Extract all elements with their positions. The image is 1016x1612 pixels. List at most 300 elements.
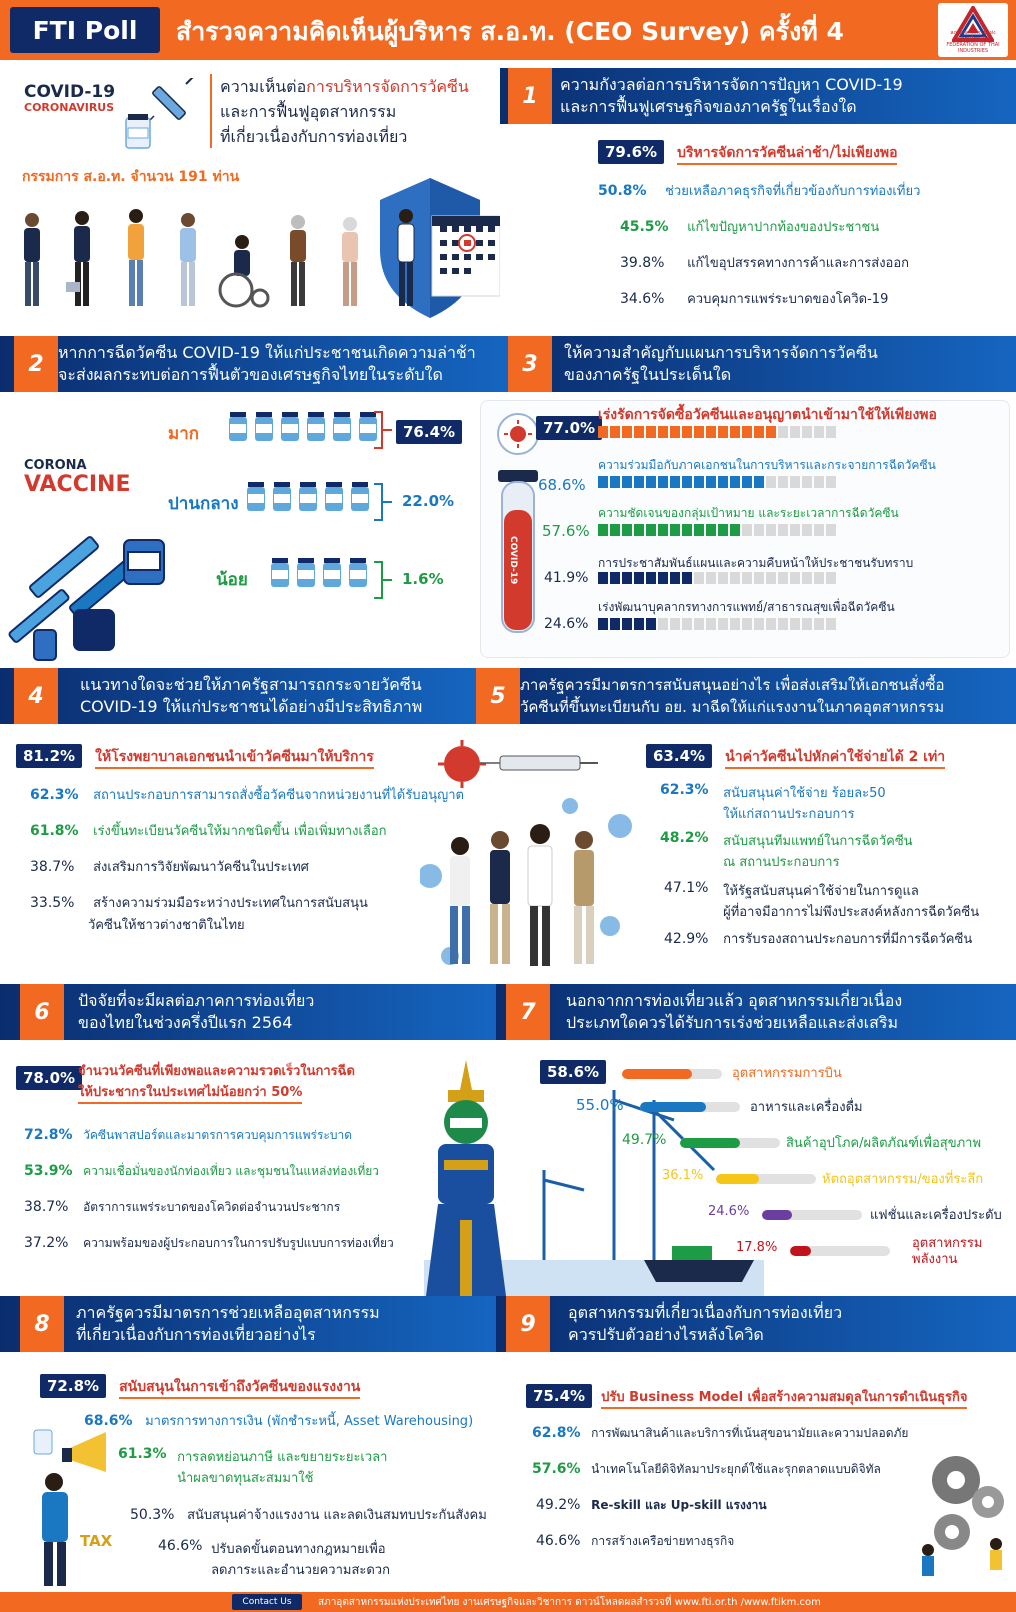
bar-square	[598, 524, 608, 536]
s4-item-2	[30, 784, 464, 805]
s1-label-4: แก้ไขอุปสรรคทางการค้าและการส่งออก	[687, 256, 910, 271]
s6-pct-1: 78.0%	[16, 1066, 82, 1090]
s6-item-5	[24, 1232, 394, 1253]
s8-label-3b: นำผลขาดทุนสะสมมาใช้	[177, 1471, 314, 1486]
s5-pct-5: 42.9%	[664, 931, 709, 947]
vaccine-vial-icon	[254, 412, 274, 442]
section-7-number: 7	[506, 984, 550, 1040]
bar-fill	[790, 1246, 811, 1256]
bar-square	[658, 426, 668, 438]
logo-caption: สภาอุตสาหกรรมแห่งประเทศไทย THE FEDERATION OF THAI INDUSTRIES	[946, 30, 1000, 54]
s8-item-5	[158, 1538, 390, 1580]
people-queue-illustration	[16, 190, 436, 320]
bar-square	[754, 426, 764, 438]
s1-item-4	[620, 252, 909, 273]
s7-label-1: อุตสาหกรรมการบิน	[732, 1066, 842, 1081]
vial-row-panklang	[246, 482, 370, 512]
bar-square	[742, 572, 752, 584]
vial-row-mak	[228, 412, 378, 442]
fti-poll-tag: FTI Poll	[10, 7, 160, 53]
intro-panel	[0, 60, 500, 326]
s3-bar-5	[598, 618, 836, 630]
vial-row-noi	[270, 558, 368, 588]
s5-pct-2: 62.3%	[660, 782, 709, 798]
section-5-number: 5	[476, 668, 520, 724]
section-1-title	[560, 74, 903, 118]
s1-item-2	[598, 180, 920, 201]
vaccine-vial-icon	[348, 558, 368, 588]
s6-label-2: วัคซีนพาสปอร์ตและมาตรการควบคุมการแพร่ระบาด	[83, 1128, 353, 1142]
section-3-title-line2: ของภาครัฐในประเด็นใด	[564, 365, 732, 384]
vaccine-vial-icon	[350, 482, 370, 512]
s3-label-2: ความร่วมมือกับภาคเอกชนในการบริหารและกระจายการฉีดวัคซีน	[598, 458, 936, 472]
s9-item-5	[536, 1530, 734, 1551]
section-8-title-line2: ที่เกี่ยวเนื่องกับการท่องเที่ยวอย่างไร	[76, 1325, 316, 1344]
s7-bar-3	[680, 1138, 780, 1148]
headline-line2: และการฟื้นฟูอุตสาหกรรม	[220, 102, 397, 121]
bar-square	[694, 426, 704, 438]
bar-square	[670, 476, 680, 488]
bar-fill	[622, 1069, 692, 1079]
vaccine-vial-icon	[246, 482, 266, 512]
section-7-title-line1: นอกจากการท่องเที่ยวแล้ว อุตสาหกรรมเกี่ยวเนื่อง	[566, 991, 903, 1010]
section-2-number: 2	[14, 336, 58, 392]
s8-label-2: มาตรการทางการเงิน (พักชำระหนี้, Asset Warehousing)	[145, 1414, 474, 1429]
section-5-title-line2: วัคซีนที่ขึ้นทะเบียนกับ อย. มาฉีดให้แก่แรงงานในภาคอุตสาหกรรม	[520, 698, 945, 716]
vaccine-vial-icon	[270, 558, 290, 588]
bar-square	[754, 524, 764, 536]
s7-label-6	[912, 1236, 982, 1268]
s7-pct-3: 49.7%	[622, 1132, 667, 1148]
bar-square	[730, 426, 740, 438]
bar-square	[646, 524, 656, 536]
bar-square	[634, 572, 644, 584]
bar-square	[646, 618, 656, 630]
s6-pct-2: 72.8%	[24, 1127, 73, 1143]
s7-bar-5	[762, 1210, 862, 1220]
bar-square	[766, 572, 776, 584]
s9-pct-3: 57.6%	[532, 1461, 581, 1477]
s9-item-4	[536, 1494, 767, 1515]
s5-label-1: นำค่าวัคซีนไปหักค่าใช้จ่ายได้ 2 เท่า	[725, 749, 945, 769]
bar-square	[814, 618, 824, 630]
vaccine-vial-icon	[322, 558, 342, 588]
section-8-title	[76, 1302, 380, 1346]
bar-square	[778, 618, 788, 630]
s8-item-1	[40, 1374, 360, 1398]
s5-label-4	[723, 880, 979, 922]
s8-item-3	[118, 1446, 387, 1488]
people-virus-illustration	[420, 736, 640, 976]
bar-square	[778, 476, 788, 488]
s7-bar-6	[790, 1246, 890, 1256]
s1-pct-4: 39.8%	[620, 255, 665, 271]
bar-square	[802, 618, 812, 630]
section-2-body	[0, 396, 480, 666]
s5-item-3	[660, 830, 913, 872]
bar-fill	[762, 1210, 792, 1220]
s7-label-6a: อุตสาหกรรม	[912, 1236, 983, 1251]
bar-square	[598, 572, 608, 584]
bar-square	[610, 524, 620, 536]
s4-pct-3: 61.8%	[30, 823, 79, 839]
s3-pct-4: 41.9%	[544, 570, 589, 586]
vaccine-vial-icon	[324, 482, 344, 512]
bar-square	[622, 524, 632, 536]
s3-bar-3	[598, 524, 836, 536]
section-4-title-line2: COVID-19 ให้แก่ประชาชนได้อย่างมีประสิทธิภาพ	[80, 697, 423, 716]
corona-label: CORONA	[24, 458, 87, 473]
bar-square	[718, 524, 728, 536]
bar-square	[682, 426, 692, 438]
bar-square	[730, 524, 740, 536]
s8-pct-1: 72.8%	[40, 1374, 106, 1398]
s6-item-3	[24, 1160, 379, 1181]
s5-pct-3: 48.2%	[660, 830, 709, 846]
bar-square	[706, 524, 716, 536]
coronavirus-label: CORONAVIRUS	[24, 101, 115, 114]
footer-text: สภาอุตสาหกรรมแห่งประเทศไทย งานเศรษฐกิจและวิชาการ ดาวน์โหลดผลสำรวจที่ www.fti.or.th /www.ftikm.com	[318, 1597, 821, 1608]
section-3-body	[480, 396, 1016, 666]
section-9-title-line2: ควรปรับตัวอย่างไรหลังโควิด	[568, 1325, 764, 1344]
s9-pct-5: 46.6%	[536, 1533, 581, 1549]
respondents-label: กรรมการ ส.อ.ท. จำนวน 191 ท่าน	[22, 169, 240, 185]
section-4-title	[80, 674, 422, 718]
bar-square	[730, 618, 740, 630]
s4-pct-1: 81.2%	[16, 744, 82, 768]
s7-pct-1-wrap	[540, 1060, 606, 1084]
section-8-header	[0, 1296, 496, 1352]
s7-label-3: สินค้าอุปโภค/ผลิตภัณฑ์เพื่อสุขภาพ	[786, 1136, 982, 1151]
s3-bar-1	[598, 426, 836, 438]
bar-square	[694, 524, 704, 536]
bar-square	[754, 476, 764, 488]
s7-pct-5: 24.6%	[708, 1204, 750, 1219]
s7-label-2: อาหารและเครื่องดื่ม	[750, 1100, 863, 1115]
bar-square	[826, 572, 836, 584]
section-7-title	[566, 990, 902, 1034]
page-header	[0, 0, 1016, 60]
bar-square	[622, 476, 632, 488]
s5-label-2b: ให้แก่สถานประกอบการ	[723, 807, 855, 822]
section-3-number: 3	[508, 336, 552, 392]
s4-pct-4: 38.7%	[30, 859, 75, 875]
bar-square	[790, 476, 800, 488]
s5-item-5	[664, 928, 972, 949]
bar-square	[802, 524, 812, 536]
section-2-title	[58, 342, 476, 386]
bar-square	[706, 426, 716, 438]
s7-bar-1	[622, 1069, 722, 1079]
s8-item-4	[130, 1504, 487, 1525]
section-2-title-line1: หากการฉีดวัคซีน COVID-19 ให้แก่ประชาชนเกิดความล่าช้า	[58, 343, 476, 362]
bar-square	[682, 524, 692, 536]
s5-label-2a: สนับสนุนค่าใช้จ่าย ร้อยละ50	[723, 786, 886, 801]
intro-headline	[220, 74, 469, 149]
headline-pre: ความเห็นต่อ	[220, 77, 307, 96]
level-mak	[168, 420, 199, 447]
bar-square	[778, 426, 788, 438]
s4-label-3: เร่งขึ้นทะเบียนวัคซีนให้มากชนิดขึ้น เพื่อเพิ่มทางเลือก	[93, 824, 387, 839]
level-panklang	[168, 490, 239, 517]
bar-fill	[716, 1174, 759, 1184]
s1-pct-3: 45.5%	[620, 219, 669, 235]
bar-square	[682, 572, 692, 584]
intro-accent-line	[210, 74, 212, 148]
section-5-title-line1: ภาครัฐควรมีมาตรการสนับสนุนอย่างไร เพื่อส่งเสริมให้เอกชนสั่งซื้อ	[520, 676, 945, 694]
s6-pct-4: 38.7%	[24, 1199, 69, 1215]
bar-square	[598, 426, 608, 438]
level-pct-1: 76.4%	[396, 420, 462, 444]
level-label-2: ปานกลาง	[168, 494, 239, 514]
headline-line3: ที่เกี่ยวเนื่องกับการท่องเที่ยว	[220, 127, 408, 146]
bar-square	[646, 426, 656, 438]
bar-square	[634, 618, 644, 630]
bar-square	[766, 618, 776, 630]
s9-label-2: การพัฒนาสินค้าและบริการที่เน้นสุขอนามัยและความปลอดภัย	[591, 1426, 909, 1440]
s9-item-3	[532, 1458, 881, 1479]
syringe-icon	[120, 78, 202, 154]
section-8-title-line1: ภาครัฐควรมีมาตรการช่วยเหลืออุตสาหกรรม	[76, 1303, 380, 1322]
s3-label-3: ความชัดเจนของกลุ่มเป้าหมาย และระยะเวลาการฉีดวัคซีน	[598, 506, 899, 520]
section-2-header	[0, 336, 508, 392]
bar-square	[646, 572, 656, 584]
s7-pct-2: 55.0%	[576, 1096, 624, 1114]
s8-label-3	[177, 1446, 387, 1488]
bar-square	[634, 476, 644, 488]
s5-label-5: การรับรองสถานประกอบการที่มีการฉีดวัคซีน	[723, 932, 973, 947]
bar-square	[778, 572, 788, 584]
s5-item-4	[664, 880, 979, 922]
bar-square	[790, 572, 800, 584]
bar-square	[634, 524, 644, 536]
s9-label-5: การสร้างเครือข่ายทางธุรกิจ	[591, 1534, 735, 1548]
section-1-title-line2: และการฟื้นฟูเศรษฐกิจของภาครัฐในเรื่องใด	[560, 97, 857, 116]
vaccine-vial-icon	[298, 482, 318, 512]
headline-highlight: การบริหารจัดการวัคซีน	[306, 77, 469, 96]
bar-square	[790, 426, 800, 438]
s8-label-1: สนับสนุนในการเข้าถึงวัคซีนของแรงงาน	[119, 1379, 360, 1399]
s8-pct-3: 61.3%	[118, 1446, 167, 1462]
section-7-header	[496, 984, 1016, 1040]
s3-bar-2	[598, 476, 836, 488]
test-tube-illustration	[488, 410, 550, 650]
s8-pct-2: 68.6%	[84, 1413, 133, 1429]
tax-label: TAX	[80, 1532, 113, 1550]
bar-square	[682, 476, 692, 488]
s3-label-4: การประชาสัมพันธ์แผนและความคืบหน้าให้ประชาชนรับทราบ	[598, 556, 914, 570]
bar-square	[670, 618, 680, 630]
bar-square	[646, 476, 656, 488]
bar-square	[766, 524, 776, 536]
section-4-number: 4	[14, 668, 58, 724]
bar-square	[826, 426, 836, 438]
s4-item-3	[30, 820, 387, 841]
s5-pct-4: 47.1%	[664, 880, 709, 896]
bar-square	[694, 476, 704, 488]
s3-label-5: เร่งพัฒนาบุคลากรทางการแพทย์/สาธารณสุขเพื่อฉีดวัคซีน	[598, 600, 895, 614]
s1-label-1: บริหารจัดการวัคซีนล่าช้า/ไม่เพียงพอ	[677, 145, 897, 165]
s6-item-4	[24, 1196, 340, 1217]
section-4-header	[0, 668, 476, 724]
bar-square	[622, 572, 632, 584]
s3-pct-2: 68.6%	[538, 476, 586, 494]
s4-pct-2: 62.3%	[30, 787, 79, 803]
s7-pct-4: 36.1%	[662, 1168, 704, 1183]
contact-us-button[interactable]: Contact Us	[232, 1594, 302, 1610]
page-title: สำรวจความคิดเห็นผู้บริหาร ส.อ.ท. (CEO Survey) ครั้งที่ 4	[176, 17, 844, 46]
bar-square	[622, 618, 632, 630]
vaccine-vial-icon	[296, 558, 316, 588]
bar-square	[682, 618, 692, 630]
bar-square	[826, 476, 836, 488]
level-label-1: มาก	[168, 424, 200, 444]
s7-pct-1: 58.6%	[540, 1060, 606, 1084]
bar-square	[610, 618, 620, 630]
s6-label-1b: ให้ประชากรในประเทศไม่น้อยกว่า 50%	[78, 1081, 302, 1104]
s6-item-1-pct-wrap	[16, 1066, 82, 1090]
s8-label-3a: การลดหย่อนภาษี และขยายระยะเวลา	[177, 1450, 388, 1465]
bar-square	[754, 572, 764, 584]
s4-label-4: ส่งเสริมการวิจัยพัฒนาวัคซีนในประเทศ	[93, 860, 309, 875]
level-brackets	[372, 410, 396, 610]
bar-square	[814, 572, 824, 584]
vaccine-vial-icon	[332, 412, 352, 442]
section-6-title-line2: ของไทยในช่วงครึ่งปีแรก 2564	[78, 1013, 293, 1032]
bar-square	[658, 524, 668, 536]
bar-square	[766, 426, 776, 438]
s8-label-5a: ปรับลดขั้นตอนทางกฎหมายเพื่อ	[211, 1542, 386, 1557]
s9-pct-2: 62.8%	[532, 1425, 581, 1441]
bar-square	[730, 476, 740, 488]
section-6-title	[78, 990, 314, 1034]
level-noi	[216, 566, 248, 593]
s9-label-3: นำเทคโนโลยีดิจิทัลมาประยุกต์ใช้และรุกตลาดแบบดิจิทัล	[591, 1462, 881, 1476]
bar-square	[694, 572, 704, 584]
page-footer	[0, 1592, 1016, 1612]
section-8-number: 8	[20, 1296, 64, 1352]
bar-square	[610, 426, 620, 438]
syringes-illustration	[4, 500, 184, 666]
megaphone-person-illustration	[10, 1408, 130, 1588]
s7-bar-4	[716, 1174, 816, 1184]
s1-item-5	[620, 288, 888, 309]
s6-label-5: ความพร้อมของผู้ประกอบการในการปรับรูปแบบการท่องเที่ยว	[83, 1236, 394, 1250]
s5-item-2	[660, 782, 886, 824]
bar-square	[718, 618, 728, 630]
section-1-header	[500, 68, 1016, 124]
section-3-title-line1: ให้ความสำคัญกับแผนการบริหารจัดการวัคซีน	[564, 343, 878, 362]
section-6-title-line1: ปัจจัยที่จะมีผลต่อภาคการท่องเที่ยว	[78, 991, 315, 1010]
s5-pct-1: 63.4%	[646, 744, 712, 768]
vaccine-vial-icon	[280, 412, 300, 442]
s7-bar-2	[640, 1102, 740, 1112]
bar-square	[790, 618, 800, 630]
s9-item-2	[532, 1422, 908, 1443]
bar-square	[802, 426, 812, 438]
bar-fill	[680, 1138, 740, 1148]
vaccine-vial-icon	[306, 412, 326, 442]
s6-label-3: ความเชื่อมั่นของนักท่องเที่ยว และชุมชนในแหล่งท่องเที่ยว	[83, 1164, 379, 1178]
fti-logo	[938, 3, 1008, 57]
s8-item-2	[84, 1410, 473, 1431]
section-9-number: 9	[506, 1296, 550, 1352]
calendar-grid-icon	[436, 204, 498, 284]
bar-square	[670, 426, 680, 438]
s1-pct-1: 79.6%	[598, 140, 664, 164]
vaccine-vial-icon	[272, 482, 292, 512]
s3-pct-1-wrap	[536, 416, 602, 440]
s9-pct-1: 75.4%	[526, 1384, 592, 1408]
section-5-header	[476, 668, 1016, 724]
bar-square	[814, 524, 824, 536]
s1-label-5: ควบคุมการแพร่ระบาดของโควิด-19	[687, 292, 889, 307]
s5-label-3a: สนับสนุนทีมแพทย์ในการฉีดวัคซีน	[723, 834, 913, 849]
bar-square	[634, 426, 644, 438]
s5-label-3b: ณ สถานประกอบการ	[723, 855, 840, 870]
s9-pct-4: 49.2%	[536, 1497, 581, 1513]
s6-pct-3: 53.9%	[24, 1163, 73, 1179]
bar-square	[670, 524, 680, 536]
level-pct-3: 1.6%	[402, 570, 444, 588]
bar-square	[610, 476, 620, 488]
bar-square	[754, 618, 764, 630]
s3-pct-3: 57.6%	[542, 522, 590, 540]
s1-item-1	[598, 140, 897, 164]
s7-label-5: แฟชั่นและเครื่องประดับ	[870, 1208, 1002, 1223]
section-6-header	[0, 984, 496, 1040]
s6-item-1-label	[78, 1060, 355, 1104]
s7-label-6b: พลังงาน	[912, 1252, 958, 1267]
s4-label-1: ให้โรงพยาบาลเอกชนนำเข้าวัคซีนมาให้บริการ	[95, 749, 374, 769]
tube-label: COVID-19	[508, 536, 518, 585]
bar-square	[622, 426, 632, 438]
s1-label-3: แก้ไขปัญหาปากท้องของประชาชน	[687, 220, 880, 235]
bar-square	[718, 476, 728, 488]
s8-label-5	[211, 1538, 390, 1580]
bar-square	[658, 572, 668, 584]
bar-square	[718, 426, 728, 438]
s4-item-4	[30, 856, 309, 877]
s9-label-4: Re-skill และ Up-skill แรงงาน	[591, 1498, 767, 1512]
bar-square	[658, 618, 668, 630]
s4-label-5: สร้างความร่วมมือระหว่างประเทศในการสนับสนุน	[93, 896, 368, 911]
bar-square	[826, 618, 836, 630]
bar-square	[718, 572, 728, 584]
s4-item-1	[16, 744, 374, 768]
bar-square	[598, 618, 608, 630]
s5-label-4a: ให้รัฐสนับสนุนค่าใช้จ่ายในการดูแล	[723, 884, 919, 899]
s8-label-5b: ลดภาระและอำนวยความสะดวก	[211, 1563, 390, 1578]
vaccine-vial-icon	[228, 412, 248, 442]
s6-pct-5: 37.2%	[24, 1235, 69, 1251]
bar-square	[742, 524, 752, 536]
s3-pct-1: 77.0%	[536, 416, 602, 440]
s4-item-5	[30, 892, 368, 913]
bar-square	[766, 476, 776, 488]
section-2-title-line2: จะส่งผลกระทบต่อการฟื้นตัวของเศรษฐกิจไทยในระดับใด	[58, 365, 443, 384]
covid-label: COVID-19	[24, 82, 116, 102]
bar-square	[694, 618, 704, 630]
bar-square	[742, 476, 752, 488]
bar-square	[706, 476, 716, 488]
bar-square	[742, 618, 752, 630]
section-6-list	[16, 1060, 446, 1260]
s5-item-1	[646, 744, 945, 768]
section-8-list	[0, 1368, 500, 1590]
bar-square	[730, 572, 740, 584]
s8-pct-4: 50.3%	[130, 1507, 175, 1523]
